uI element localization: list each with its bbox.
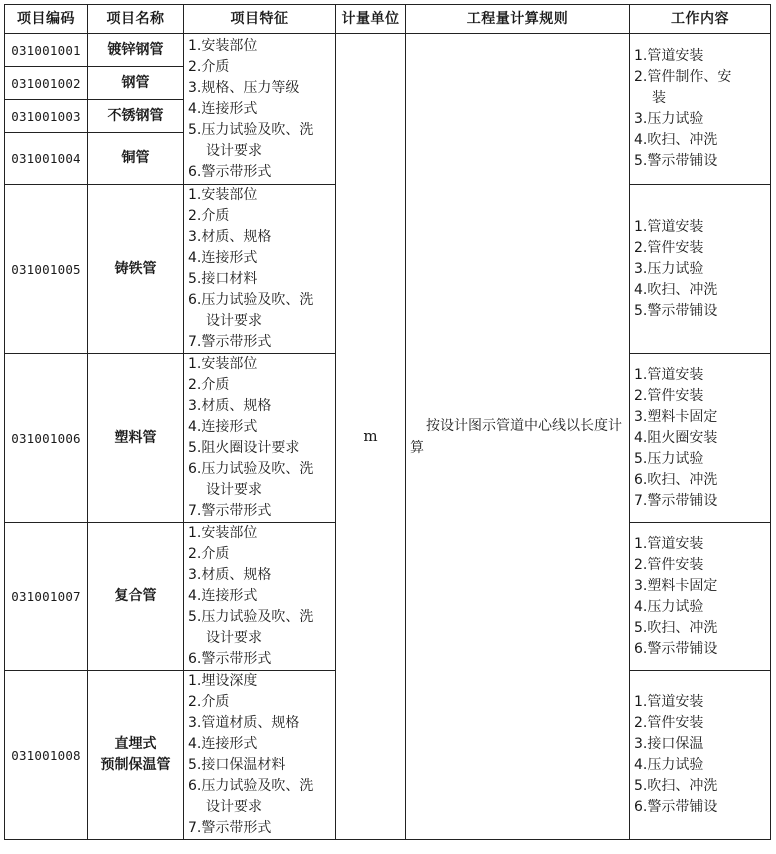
- feature-line: 设计要求: [206, 142, 262, 159]
- feature-line: 4.连接形式: [188, 736, 258, 752]
- feature-line: 5.接口材料: [188, 271, 258, 287]
- item-name-line: 预制保温管: [100, 757, 171, 773]
- work-line: 1.管道安装: [634, 48, 704, 64]
- item-features: [184, 354, 336, 523]
- feature-line: 1.安装部位: [188, 525, 258, 541]
- item-code: 031001006: [5, 354, 88, 523]
- item-name: 复合管: [88, 523, 184, 671]
- feature-line: 3.材质、规格: [188, 229, 272, 245]
- feature-line: 6.压力试验及吹、洗: [188, 461, 314, 477]
- item-name: [88, 671, 184, 840]
- feature-line: 5.压力试验及吹、洗: [188, 121, 314, 138]
- feature-line: 5.压力试验及吹、洗: [188, 609, 314, 625]
- header-work: 工作内容: [630, 5, 771, 34]
- header-code: 项目编码: [5, 5, 88, 34]
- work-line: 5.吹扫、冲洗: [634, 778, 718, 794]
- work-line: 3.塑料卡固定: [634, 408, 718, 425]
- feature-line: 6.警示带形式: [188, 651, 272, 667]
- item-name: 铸铁管: [88, 185, 184, 354]
- work-line: 4.压力试验: [634, 598, 704, 615]
- work-line: 3.接口保温: [634, 736, 704, 752]
- feature-line: 4.连接形式: [188, 588, 258, 604]
- header-name: 项目名称: [88, 5, 184, 34]
- work-line: 4.吹扫、冲洗: [634, 281, 718, 298]
- item-features: [184, 185, 336, 354]
- feature-line: 设计要求: [206, 799, 262, 815]
- work-line: 3.塑料卡固定: [634, 577, 718, 594]
- feature-line: 5.接口保温材料: [188, 757, 286, 773]
- feature-line: 1.安装部位: [188, 37, 258, 54]
- item-code: 031001004: [5, 133, 88, 185]
- feature-line: 6.警示带形式: [188, 163, 272, 180]
- item-work: [630, 185, 771, 354]
- feature-line: 4.连接形式: [188, 419, 258, 435]
- work-line: 3.压力试验: [634, 260, 704, 277]
- work-line: 4.吹扫、冲洗: [634, 132, 718, 148]
- header-rule: 工程量计算规则: [406, 5, 630, 34]
- feature-line: 6.压力试验及吹、洗: [188, 292, 314, 308]
- item-name: 铜管: [88, 133, 184, 185]
- feature-line: 3.管道材质、规格: [188, 715, 300, 731]
- rule-cell: [406, 34, 630, 840]
- feature-line: 2.介质: [188, 208, 230, 224]
- work-line: 2.管件安装: [634, 556, 704, 573]
- work-line: 5.压力试验: [634, 450, 704, 467]
- work-line: 2.管件安装: [634, 387, 704, 404]
- item-code: 031001005: [5, 185, 88, 354]
- work-line: 5.吹扫、冲洗: [634, 619, 718, 636]
- item-code: 031001008: [5, 671, 88, 840]
- work-line: 7.警示带铺设: [634, 492, 718, 509]
- rule-text: 按设计图示管道中心线以长度计算: [410, 417, 622, 456]
- work-line: 6.吹扫、冲洗: [634, 471, 718, 488]
- feature-line: 7.警示带形式: [188, 503, 272, 519]
- item-work: [630, 671, 771, 840]
- work-line: 4.阻火圈安装: [634, 429, 718, 446]
- work-line: 6.警示带铺设: [634, 799, 718, 815]
- item-name: 钢管: [88, 67, 184, 100]
- work-line: 装: [652, 90, 666, 106]
- item-code: 031001001: [5, 34, 88, 67]
- feature-line: 4.连接形式: [188, 100, 258, 117]
- work-line: 6.警示带铺设: [634, 640, 718, 657]
- feature-line: 2.介质: [188, 694, 230, 710]
- work-line: 2.管件安装: [634, 239, 704, 256]
- feature-line: 2.介质: [188, 58, 230, 75]
- item-name-line: 直埋式: [114, 736, 157, 752]
- work-line: 1.管道安装: [634, 535, 704, 552]
- item-code: 031001003: [5, 100, 88, 133]
- item-code: 031001002: [5, 67, 88, 100]
- feature-line: 6.压力试验及吹、洗: [188, 778, 314, 794]
- table-row: [5, 34, 771, 67]
- work-line: 2.管件安装: [634, 715, 704, 731]
- item-name: 塑料管: [88, 354, 184, 523]
- feature-line: 3.材质、规格: [188, 567, 272, 583]
- work-line: 4.压力试验: [634, 757, 704, 773]
- feature-line: 设计要求: [206, 482, 262, 498]
- item-work: [630, 354, 771, 523]
- feature-line: 3.材质、规格: [188, 398, 272, 414]
- feature-line: 3.规格、压力等级: [188, 79, 300, 96]
- work-line: 3.压力试验: [634, 111, 704, 127]
- feature-line: 设计要求: [206, 630, 262, 646]
- item-name: 镀锌钢管: [88, 34, 184, 67]
- feature-line: 1.安装部位: [188, 187, 258, 203]
- feature-line: 5.阻火圈设计要求: [188, 440, 300, 456]
- feature-line: 2.介质: [188, 546, 230, 562]
- feature-line: 1.埋设深度: [188, 673, 258, 689]
- feature-line: 2.介质: [188, 377, 230, 393]
- item-features: [184, 523, 336, 671]
- work-line: 5.警示带铺设: [634, 153, 718, 169]
- item-work: [630, 34, 771, 185]
- work-line: 1.管道安装: [634, 366, 704, 383]
- feature-line: 4.连接形式: [188, 250, 258, 266]
- item-name: 不锈钢管: [88, 100, 184, 133]
- feature-line: 1.安装部位: [188, 356, 258, 372]
- item-work: [630, 523, 771, 671]
- item-code: 031001007: [5, 523, 88, 671]
- unit-cell: m: [336, 34, 406, 840]
- item-features: [184, 671, 336, 840]
- header-row: [5, 5, 771, 34]
- header-features: 项目特征: [184, 5, 336, 34]
- feature-line: 设计要求: [206, 313, 262, 329]
- work-line: 1.管道安装: [634, 218, 704, 235]
- work-line: 1.管道安装: [634, 694, 704, 710]
- feature-line: 7.警示带形式: [188, 334, 272, 350]
- feature-line: 7.警示带形式: [188, 820, 272, 836]
- header-unit: 计量单位: [336, 5, 406, 34]
- work-line: 2.管件制作、安: [634, 69, 732, 85]
- item-features: [184, 34, 336, 185]
- pipe-spec-table: [4, 4, 771, 840]
- work-line: 5.警示带铺设: [634, 302, 718, 319]
